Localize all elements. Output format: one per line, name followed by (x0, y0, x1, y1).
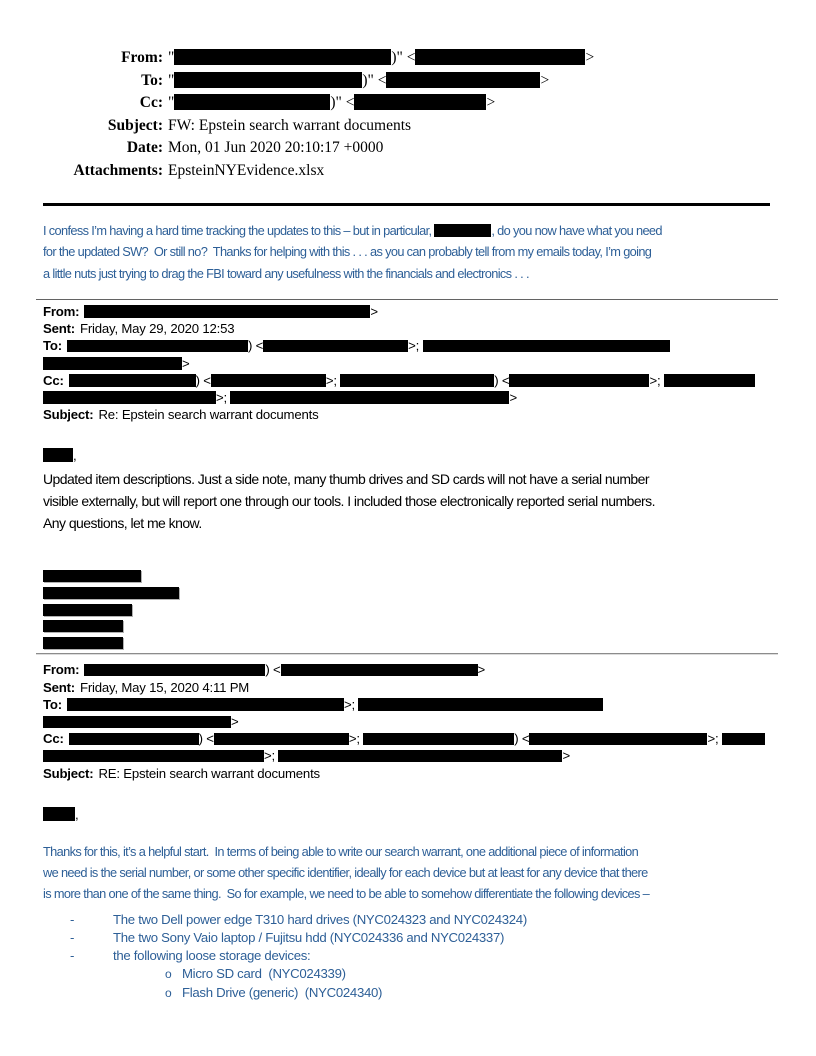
field-value (168, 162, 324, 179)
field-value (80, 680, 249, 695)
field-value (168, 139, 383, 156)
text-fragment: EpsteinNYEvidence.xlsx (168, 161, 325, 179)
text-fragment: >; (408, 338, 423, 354)
text-fragment: ) < (198, 731, 214, 747)
header-row (43, 115, 816, 138)
redaction-bar (43, 448, 73, 462)
text-fragment: a little nuts just trying to drag the FBI toward any usefulness with the financials and electronics . . . (43, 265, 529, 281)
redaction-bar (69, 733, 199, 746)
signature-redaction-bar (43, 604, 132, 616)
device-list-text: Flash Drive (generic) (NYC024340) (182, 984, 383, 1000)
redaction-bar (174, 72, 362, 88)
field-value (98, 766, 320, 781)
field-label: Attachments: (73, 161, 163, 179)
header-row (43, 372, 816, 406)
field-label: Sent: (43, 679, 75, 695)
redaction-bar (363, 733, 514, 746)
text-fragment: > (562, 748, 570, 764)
field-value (168, 94, 495, 111)
text-fragment: > (182, 355, 190, 371)
text-fragment: visible externally, but will report one through our tools. I included those electronically reported serial numbers. (43, 493, 655, 510)
redaction-bar (509, 374, 649, 387)
field-value (98, 407, 318, 422)
field-value (43, 731, 765, 763)
text-fragment: ) < (494, 372, 510, 388)
device-list-text: Micro SD card (NYC024339) (182, 966, 346, 982)
text-fragment: Friday, May 15, 2020 4:11 PM (79, 679, 250, 695)
header-row (43, 730, 816, 764)
redaction-bar (43, 391, 216, 404)
email2-body-paragraph (43, 469, 816, 534)
text-fragment: Thanks for this, it’s a helpful start. In terms of being able to write our search warrant, one additional piece of information (43, 843, 639, 859)
redaction-bar (263, 340, 408, 353)
text-fragment: >; (343, 696, 359, 712)
redaction-bar (174, 49, 391, 65)
bullet-marker: - (70, 911, 75, 927)
field-label: To: (141, 71, 163, 89)
redaction-bar (43, 357, 182, 370)
header-row (43, 765, 816, 782)
field-value (43, 373, 755, 405)
text-fragment: , (73, 448, 77, 464)
bullet-marker: o (165, 985, 172, 1000)
text-fragment: >; (707, 731, 722, 747)
header-row (43, 406, 816, 423)
text-fragment: > (486, 94, 496, 112)
redaction-bar (354, 94, 486, 110)
text-fragment: Updated item descriptions. Just a side note, many thumb drives and SD cards will not have a serial number (43, 471, 650, 488)
redaction-bar (174, 94, 330, 110)
text-fragment: > (585, 49, 595, 66)
signature-redaction-bar (43, 620, 123, 632)
text-fragment: we need is the serial number, or some other specific identifier, ideally for each device but at least for any device that there (43, 865, 648, 881)
text-fragment: for the updated SW? Or still no? Thanks for helping with this . . . as you can probably tell from my emails today, I’m going (43, 244, 652, 260)
text-fragment: Mon, 01 Jun 2020 20:10:17 +0000 (168, 139, 384, 157)
email3-salutation (43, 806, 816, 823)
redaction-bar (67, 340, 248, 353)
text-fragment: >; (216, 389, 231, 405)
redaction-bar (230, 391, 509, 404)
text-fragment: > (477, 662, 486, 678)
field-value (168, 117, 411, 134)
text-fragment: Any questions, let me know. (43, 514, 202, 531)
field-label: Cc: (43, 731, 64, 747)
text-fragment: ) < (265, 662, 281, 678)
text-fragment: >; (348, 731, 364, 747)
text-fragment: ) < (514, 731, 530, 747)
header-row (43, 92, 816, 115)
field-value (168, 49, 594, 66)
header-row (43, 337, 816, 371)
header-row (43, 679, 816, 696)
text-fragment: ) < (247, 338, 264, 354)
text-fragment: " (168, 94, 175, 112)
email2-header (43, 303, 816, 423)
header-row (43, 303, 816, 320)
redaction-bar (722, 733, 765, 746)
field-value (80, 321, 234, 336)
text-fragment: Re: Epstein search warrant documents (98, 407, 319, 423)
header-divider-rule (43, 203, 770, 207)
field-label: From: (121, 49, 163, 66)
field-value (84, 662, 485, 677)
email1-body-paragraph (43, 220, 816, 284)
text-fragment: " (168, 71, 175, 89)
text-fragment: FW: Epstein search warrant documents (168, 116, 412, 134)
text-fragment: >; (649, 372, 664, 388)
text-fragment: >; (264, 748, 279, 764)
text-fragment: , do you now have what you need (491, 223, 662, 239)
header-row (43, 70, 816, 93)
text-fragment: RE: Epstein search warrant documents (98, 765, 320, 781)
text-fragment: " (168, 49, 175, 66)
text-fragment: )" < (362, 71, 387, 89)
email3-header (43, 661, 816, 781)
field-label: Subject: (43, 765, 94, 781)
redaction-bar (278, 750, 562, 763)
redaction-bar (67, 698, 344, 711)
redaction-bar (415, 49, 585, 65)
text-fragment: >; (325, 372, 341, 388)
header-row (43, 47, 816, 70)
field-label: Date: (126, 139, 163, 157)
field-label: From: (43, 662, 80, 678)
field-label: To: (43, 696, 62, 712)
text-fragment: )" < (391, 49, 416, 66)
redaction-bar (43, 750, 264, 763)
quoted-email-divider-2 (36, 653, 778, 655)
redaction-bar (211, 374, 326, 387)
device-list-item (43, 965, 816, 983)
redaction-bar (281, 664, 478, 677)
quoted-email-divider-1 (36, 299, 778, 300)
bullet-marker: - (70, 929, 75, 945)
text-fragment: )" < (330, 94, 355, 112)
signature-redaction-bar (43, 587, 179, 599)
email1-header (43, 47, 816, 183)
field-label: To: (43, 338, 62, 354)
text-fragment: > (540, 71, 550, 89)
device-list (43, 911, 816, 1002)
signature-redaction-bar (43, 637, 123, 649)
redaction-bar (423, 340, 670, 353)
redaction-bar (340, 374, 494, 387)
field-value (43, 697, 603, 729)
redaction-bar (664, 374, 755, 387)
field-label: From: (43, 303, 80, 319)
device-list-item (43, 984, 816, 1002)
device-list-item (43, 947, 816, 965)
header-row (43, 160, 816, 183)
text-fragment: ) < (195, 372, 211, 388)
redaction-bar (529, 733, 707, 746)
header-row (43, 661, 816, 678)
field-label: Cc: (43, 372, 64, 388)
redaction-bar (43, 807, 75, 821)
field-label: Subject: (43, 407, 94, 423)
text-fragment: I confess I’m having a hard time tracking the updates to this – but in particular, (43, 223, 435, 239)
field-value (168, 72, 549, 89)
text-fragment: Friday, May 29, 2020 12:53 (79, 321, 235, 337)
text-fragment: > (370, 303, 378, 319)
email3-body-paragraph (43, 841, 816, 905)
device-list-item (43, 929, 816, 947)
email2-signature-block (43, 570, 816, 648)
redaction-bar (434, 224, 491, 237)
device-list-text: The two Dell power edge T310 hard drives (NYC024323 and NYC024324) (113, 911, 527, 927)
bullet-marker: - (70, 948, 75, 964)
text-fragment: > (231, 714, 239, 730)
text-fragment: > (509, 389, 517, 405)
field-value (43, 338, 670, 370)
redaction-bar (43, 716, 231, 729)
field-label: Sent: (43, 321, 75, 337)
signature-redaction-bar (43, 570, 141, 582)
text-fragment: is more than one of the same thing. So for example, we need to be able to somehow differentiate the following devices – (43, 886, 650, 902)
device-list-text: The two Sony Vaio laptop / Fujitsu hdd (NYC024336 and NYC024337) (113, 929, 505, 945)
redaction-bar (69, 374, 196, 387)
field-label: Cc: (139, 94, 163, 112)
text-fragment: , (75, 806, 79, 822)
header-row (43, 137, 816, 160)
redaction-bar (84, 305, 370, 318)
device-list-item (43, 911, 816, 929)
redaction-bar (84, 664, 265, 677)
email2-salutation (43, 447, 816, 464)
device-list-text: the following loose storage devices: (113, 948, 311, 964)
redaction-bar (358, 698, 603, 711)
bullet-marker: o (165, 967, 172, 982)
header-row (43, 320, 816, 337)
header-row (43, 696, 816, 730)
field-value (84, 304, 378, 319)
field-label: Subject: (107, 116, 163, 134)
redaction-bar (386, 72, 540, 88)
redaction-bar (214, 733, 349, 746)
